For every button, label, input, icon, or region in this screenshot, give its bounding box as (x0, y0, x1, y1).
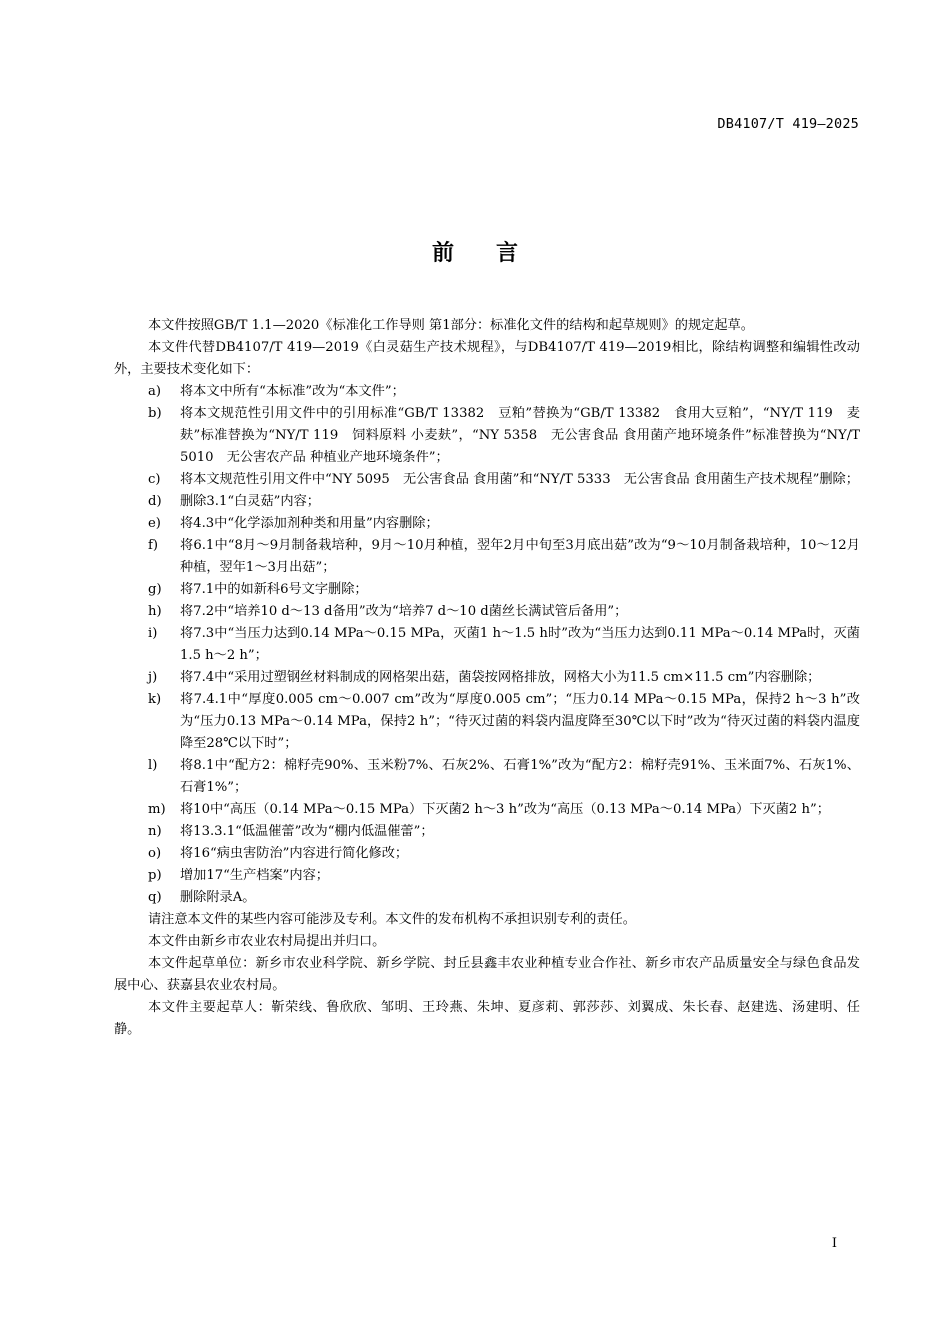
list-item-text: 将7.2中“培养10 d～13 d备用”改为“培养7 d～10 d菌丝长满试管后备用”； (180, 604, 628, 619)
list-item (114, 865, 860, 887)
list-item-text: 增加17“生产档案”内容； (180, 868, 329, 883)
paragraph: 请注意本文件的某些内容可能涉及专利。本文件的发布机构不承担识别专利的责任。 (148, 912, 636, 927)
list-item-marker: d) (148, 494, 162, 509)
list-item (114, 887, 860, 909)
list-item (114, 535, 860, 579)
list-item-marker: a) (148, 384, 162, 399)
list-item-marker: k) (148, 692, 162, 707)
list-item-marker: i) (148, 626, 158, 641)
paragraph: 本文件主要起草人：靳荣线、鲁欣欣、邹明、王玲燕、朱坤、夏彦莉、郭莎莎、刘翼成、朱长春、赵建选、汤建明、任静。 (114, 1000, 860, 1037)
list-item (114, 689, 860, 755)
list-item-text: 删除附录A。 (180, 890, 256, 905)
list-item-marker: g) (148, 582, 162, 597)
list-item-marker: q) (148, 890, 162, 905)
foreword-body (114, 315, 860, 1041)
list-item-text: 将8.1中“配方2：棉籽壳90%、玉米粉7%、石灰2%、石膏1%”改为“配方2：棉籽壳91%、玉米面7%、石灰1%、石膏1%”； (180, 758, 860, 795)
list-item-marker: l) (148, 758, 158, 773)
list-item-text: 将6.1中“8月～9月制备栽培种，9月～10月种植，翌年2月中旬至3月底出菇”改为“9～10月制备栽培种，10～12月种植，翌年1～3月出菇”； (180, 538, 860, 575)
list-item (114, 601, 860, 623)
list-item (114, 513, 860, 535)
list-item-marker: h) (148, 604, 162, 619)
list-item-marker: o) (148, 846, 162, 861)
list-item (114, 843, 860, 865)
list-item (114, 491, 860, 513)
list-item-marker: c) (148, 472, 161, 487)
list-item (114, 623, 860, 667)
list-item-marker: n) (148, 824, 162, 839)
list-item-text: 将本文中所有“本标准”改为“本文件”； (180, 384, 405, 399)
list-item-text: 将7.1中的如新科6号文字删除； (180, 582, 368, 597)
paragraph: 本文件按照GB/T 1.1—2020《标准化工作导则 第1部分：标准化文件的结构和起草规则》的规定起草。 (148, 318, 754, 333)
list-item-marker: j) (148, 670, 158, 685)
paragraph: 本文件由新乡市农业农村局提出并归口。 (148, 934, 386, 949)
list-item-text: 将13.3.1“低温催蕾”改为“棚内低温催蕾”； (180, 824, 434, 839)
list-item (114, 821, 860, 843)
list-item (114, 667, 860, 689)
list-item-marker: m) (148, 802, 166, 817)
paragraph: 本文件起草单位：新乡市农业科学院、新乡学院、封丘县鑫丰农业种植专业合作社、新乡市农产品质量安全与绿色食品发展中心、获嘉县农业农村局。 (114, 956, 860, 993)
list-item-text: 将本文规范性引用文件中“NY 5095 无公害食品 食用菌”和“NY/T 5333 无公害食品 食用菌生产技术规程”删除； (180, 472, 859, 487)
list-item-text: 将7.3中“当压力达到0.14 MPa～0.15 MPa，灭菌1 h～1.5 h时”改为“当压力达到0.11 MPa～0.14 MPa时，灭菌1.5 h～2 h”； (180, 626, 860, 663)
list-item-marker: p) (148, 868, 162, 883)
list-item-text: 将16“病虫害防治”内容进行简化修改； (180, 846, 409, 861)
change-list (114, 381, 860, 909)
list-item (114, 755, 860, 799)
list-item-text: 将7.4.1中“厚度0.005 cm～0.007 cm”改为“厚度0.005 cm”；“压力0.14 MPa～0.15 MPa，保持2 h～3 h”改为“压力0.13 MPa～0.14 MPa，保持2 h”；“待灭过菌的料袋内温度降至30℃以下时”改为“待灭过菌的料袋内温度降至28℃以下时”； (180, 692, 860, 751)
list-item-marker: e) (148, 516, 161, 531)
list-item-text: 将4.3中“化学添加剂种类和用量”内容删除； (180, 516, 439, 531)
list-item (114, 381, 860, 403)
list-item-text: 将10中“高压（0.14 MPa～0.15 MPa）下灭菌2 h～3 h”改为“高压（0.13 MPa～0.14 MPa）下灭菌2 h”； (180, 802, 830, 817)
list-item (114, 469, 860, 491)
page-title: 前言 (431, 241, 560, 266)
list-item-text: 将7.4中“采用过塑钢丝材料制成的网格架出菇，菌袋按网格排放，网格大小为11.5 cm×11.5 cm”内容删除； (180, 670, 821, 685)
list-item (114, 799, 860, 821)
list-item (114, 579, 860, 601)
list-item-text: 删除3.1“白灵菇”内容； (180, 494, 320, 509)
document-code: DB4107/T 419—2025 (717, 116, 859, 132)
paragraph: 本文件代替DB4107/T 419—2019《白灵菇生产技术规程》，与DB4107/T 419—2019相比，除结构调整和编辑性改动外，主要技术变化如下： (114, 340, 860, 377)
page-number: I (831, 1236, 837, 1251)
list-item (114, 403, 860, 469)
list-item-text: 将本文规范性引用文件中的引用标准“GB/T 13382 豆粕”替换为“GB/T 13382 食用大豆粕”，“NY/T 119 麦麸”标准替换为“NY/T 119 饲料原料 小麦麸”，“NY 5358 无公害食品 食用菌产地环境条件”标准替换为“NY/T 5010 无公害农产品 种植业产地环境条件”； (180, 406, 860, 465)
list-item-marker: b) (148, 406, 162, 421)
list-item-marker: f) (148, 538, 159, 553)
